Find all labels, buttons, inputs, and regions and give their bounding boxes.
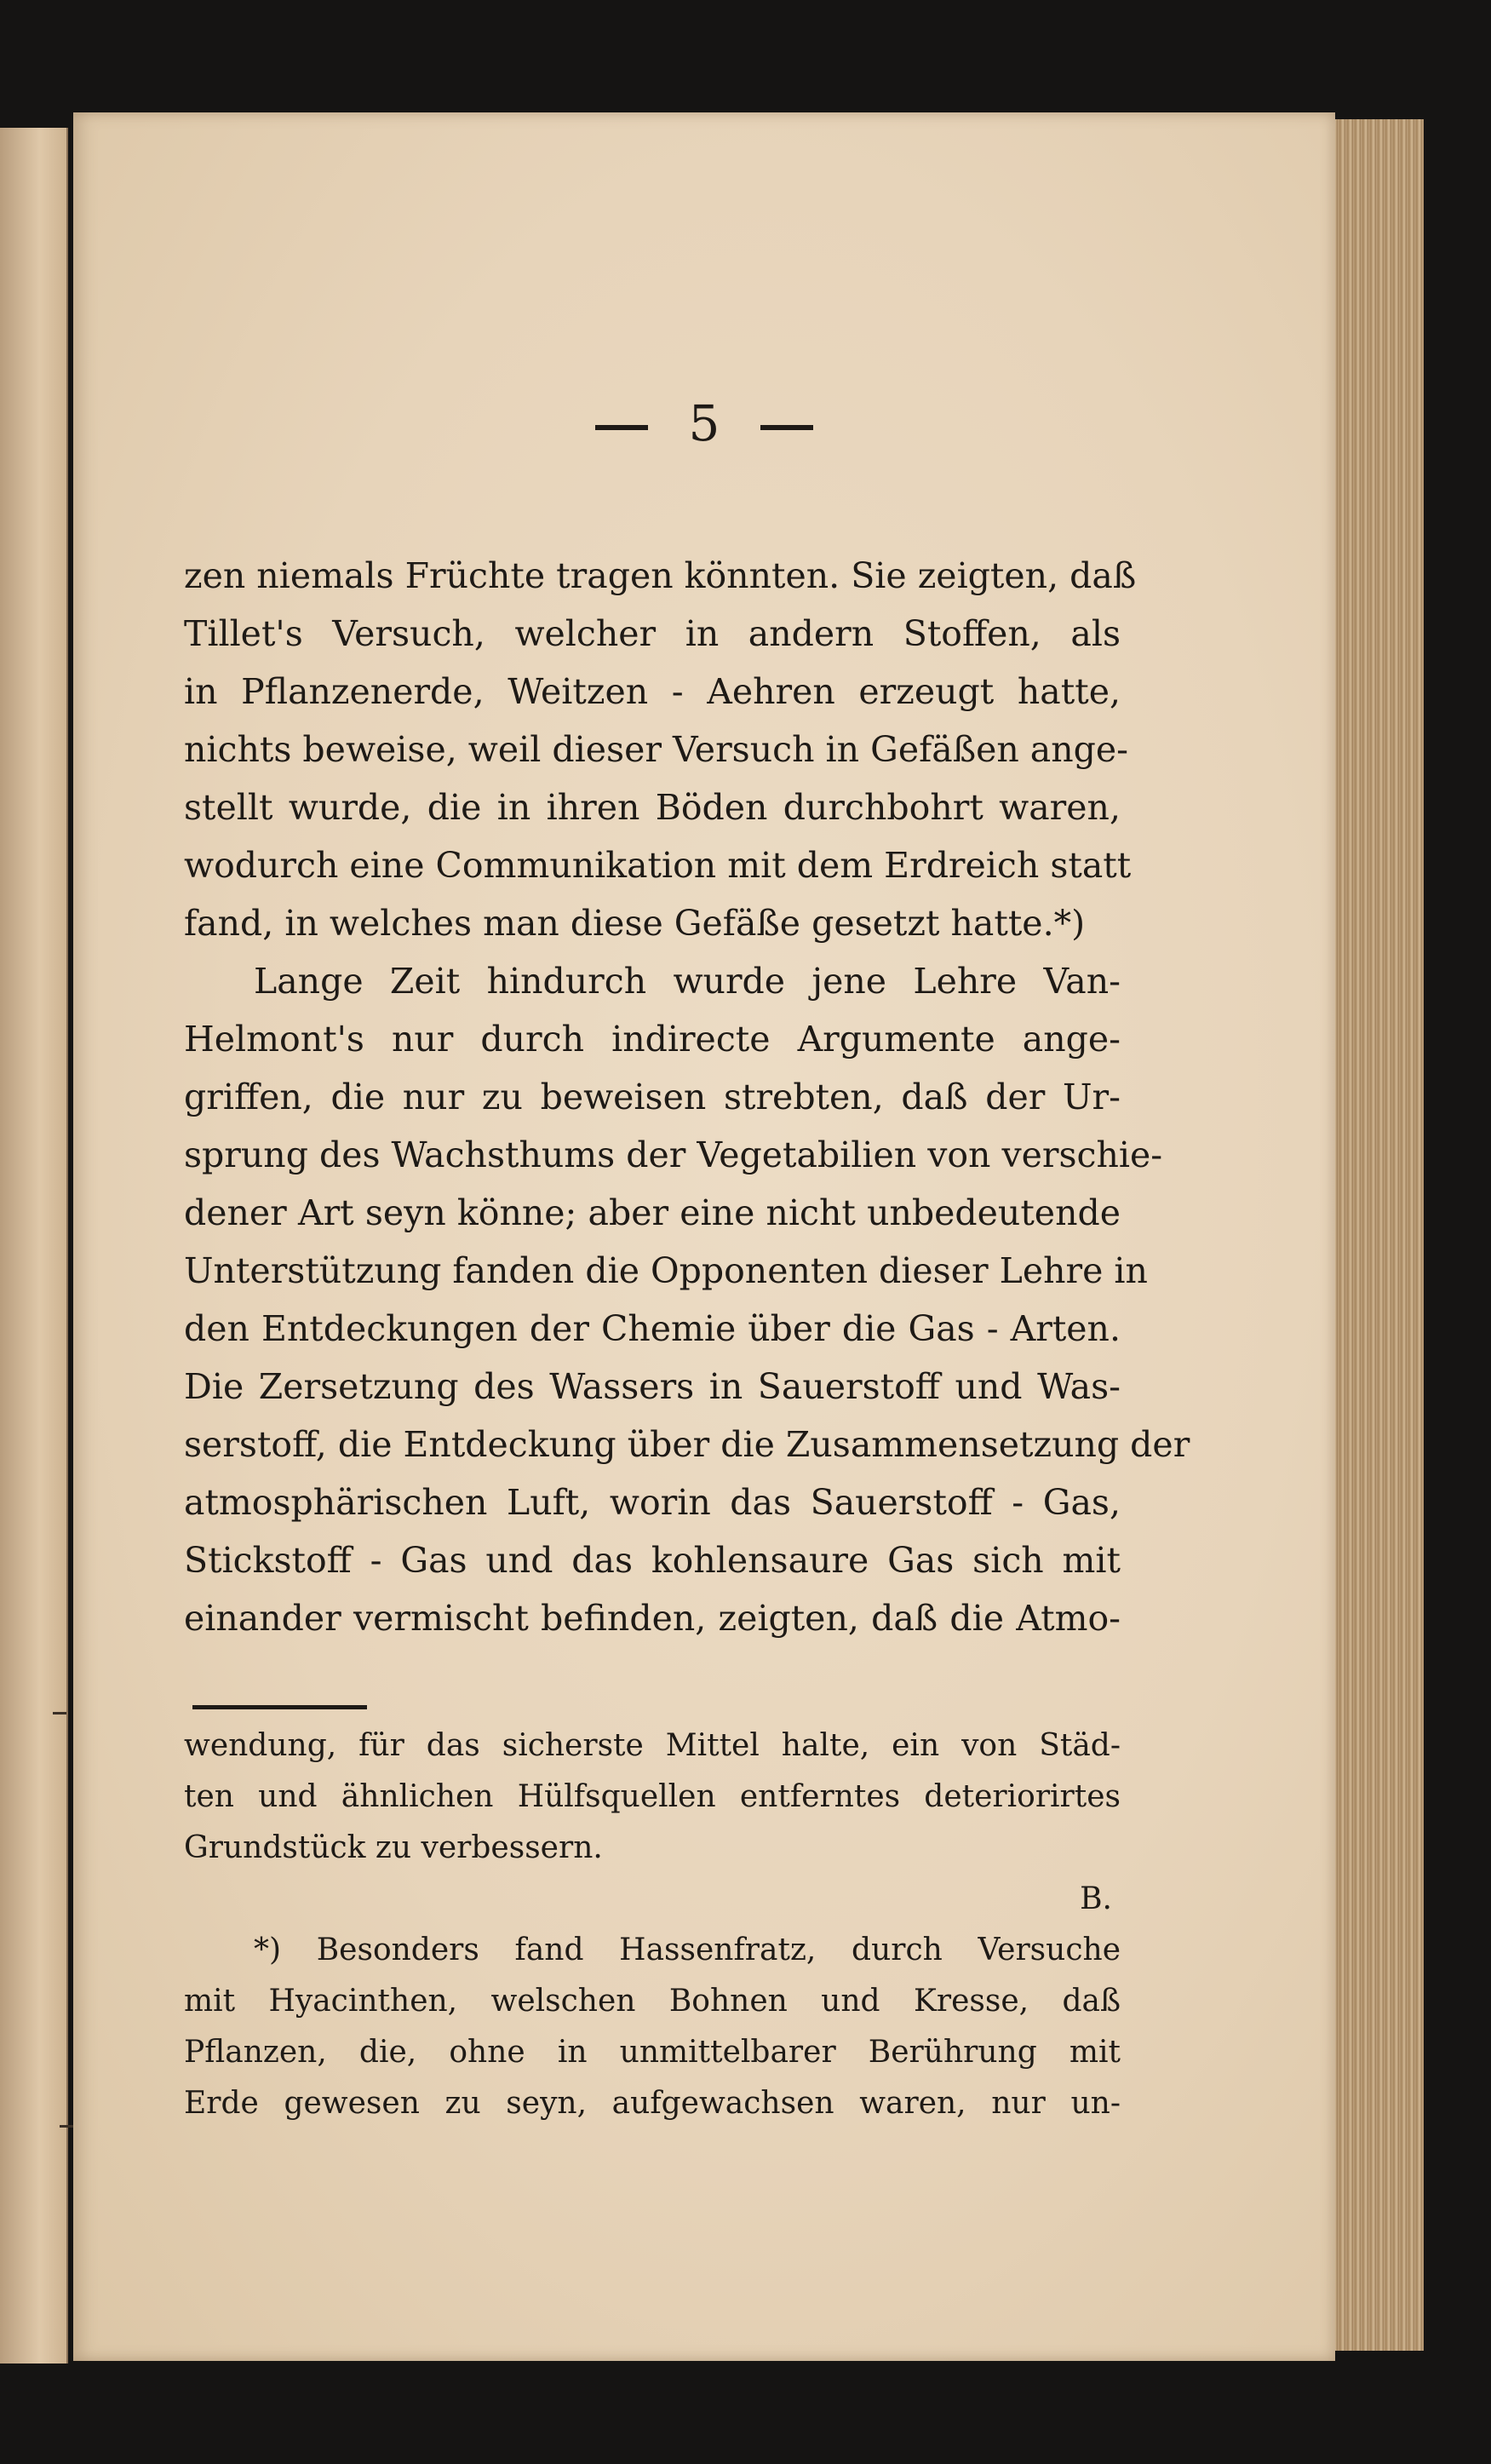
footnote-line: wendung, für das sicherste Mittel halte, ein von Städ- bbox=[184, 1728, 1121, 1763]
footnotes bbox=[184, 1720, 1121, 2172]
page-number: 5 bbox=[688, 394, 720, 452]
text-line: atmosphärischen Luft, worin das Sauerstoff - Gas, bbox=[184, 1482, 1121, 1523]
main-text bbox=[184, 547, 1190, 1705]
text-line: den Entdeckungen der Chemie über die Gas - Arten. bbox=[184, 1308, 1121, 1349]
text-line: sprung des Wachsthums der Vegetabilien von verschie- bbox=[184, 1134, 1163, 1175]
text-line: Die Zersetzung des Wassers in Sauerstoff und Was- bbox=[184, 1366, 1121, 1407]
page-header bbox=[73, 368, 1335, 479]
text-line: wodurch eine Communikation mit dem Erdreich statt bbox=[184, 845, 1132, 886]
page-block-edge bbox=[1328, 119, 1424, 2351]
binding-mark bbox=[53, 1712, 66, 1714]
text-line: Tillet's Versuch, welcher in andern Stoffen, als bbox=[184, 613, 1121, 654]
text-line: Helmont's nur durch indirecte Argumente ange- bbox=[184, 1019, 1121, 1060]
header-dash-right bbox=[760, 425, 813, 430]
text-line: stellt wurde, die in ihren Böden durchbohrt waren, bbox=[184, 787, 1121, 828]
footnote-line: Erde gewesen zu seyn, aufgewachsen waren, nur un- bbox=[184, 2086, 1121, 2121]
footnote-line: *) Besonders fand Hassenfratz, durch Versuche bbox=[254, 1933, 1121, 1967]
footnote-line: Pflanzen, die, ohne in unmittelbarer Berührung mit bbox=[184, 2035, 1121, 2070]
text-line: nichts beweise, weil dieser Versuch in Gefäßen ange- bbox=[184, 729, 1129, 770]
text-line: griffen, die nur zu beweisen strebten, daß der Ur- bbox=[184, 1077, 1121, 1117]
text-line: Unterstützung fanden die Opponenten dieser Lehre in bbox=[184, 1250, 1148, 1291]
left-page-edge bbox=[0, 128, 68, 2363]
text-line: fand, in welches man diese Gefäße gesetzt hatte.*) bbox=[184, 903, 1086, 944]
text-line: Lange Zeit hindurch wurde jene Lehre Van- bbox=[254, 961, 1121, 1002]
text-line: zen niemals Früchte tragen könnten. Sie zeigten, daß bbox=[184, 555, 1137, 596]
footnote-rule bbox=[192, 1705, 367, 1709]
text-line: dener Art seyn könne; aber eine nicht unbedeutende bbox=[184, 1192, 1121, 1233]
catchword: B. bbox=[1080, 1881, 1112, 1916]
footnote-line: ten und ähnlichen Hülfsquellen entferntes deteriorirtes bbox=[184, 1779, 1121, 1814]
text-line: serstoff, die Entdeckung über die Zusammensetzung der bbox=[184, 1424, 1190, 1465]
footnote-line: mit Hyacinthen, welschen Bohnen und Kresse, daß bbox=[184, 1984, 1121, 2019]
text-line: in Pflanzenerde, Weitzen - Aehren erzeugt hatte, bbox=[184, 671, 1121, 712]
header-dash-left bbox=[595, 425, 648, 430]
text-line: Stickstoff - Gas und das kohlensaure Gas sich mit bbox=[184, 1540, 1121, 1581]
footnote-line: Grundstück zu verbessern. bbox=[184, 1830, 603, 1865]
text-line: einander vermischt befinden, zeigten, daß die Atmo- bbox=[184, 1598, 1121, 1639]
book-page bbox=[73, 112, 1335, 2361]
binding-mark bbox=[60, 2125, 73, 2128]
